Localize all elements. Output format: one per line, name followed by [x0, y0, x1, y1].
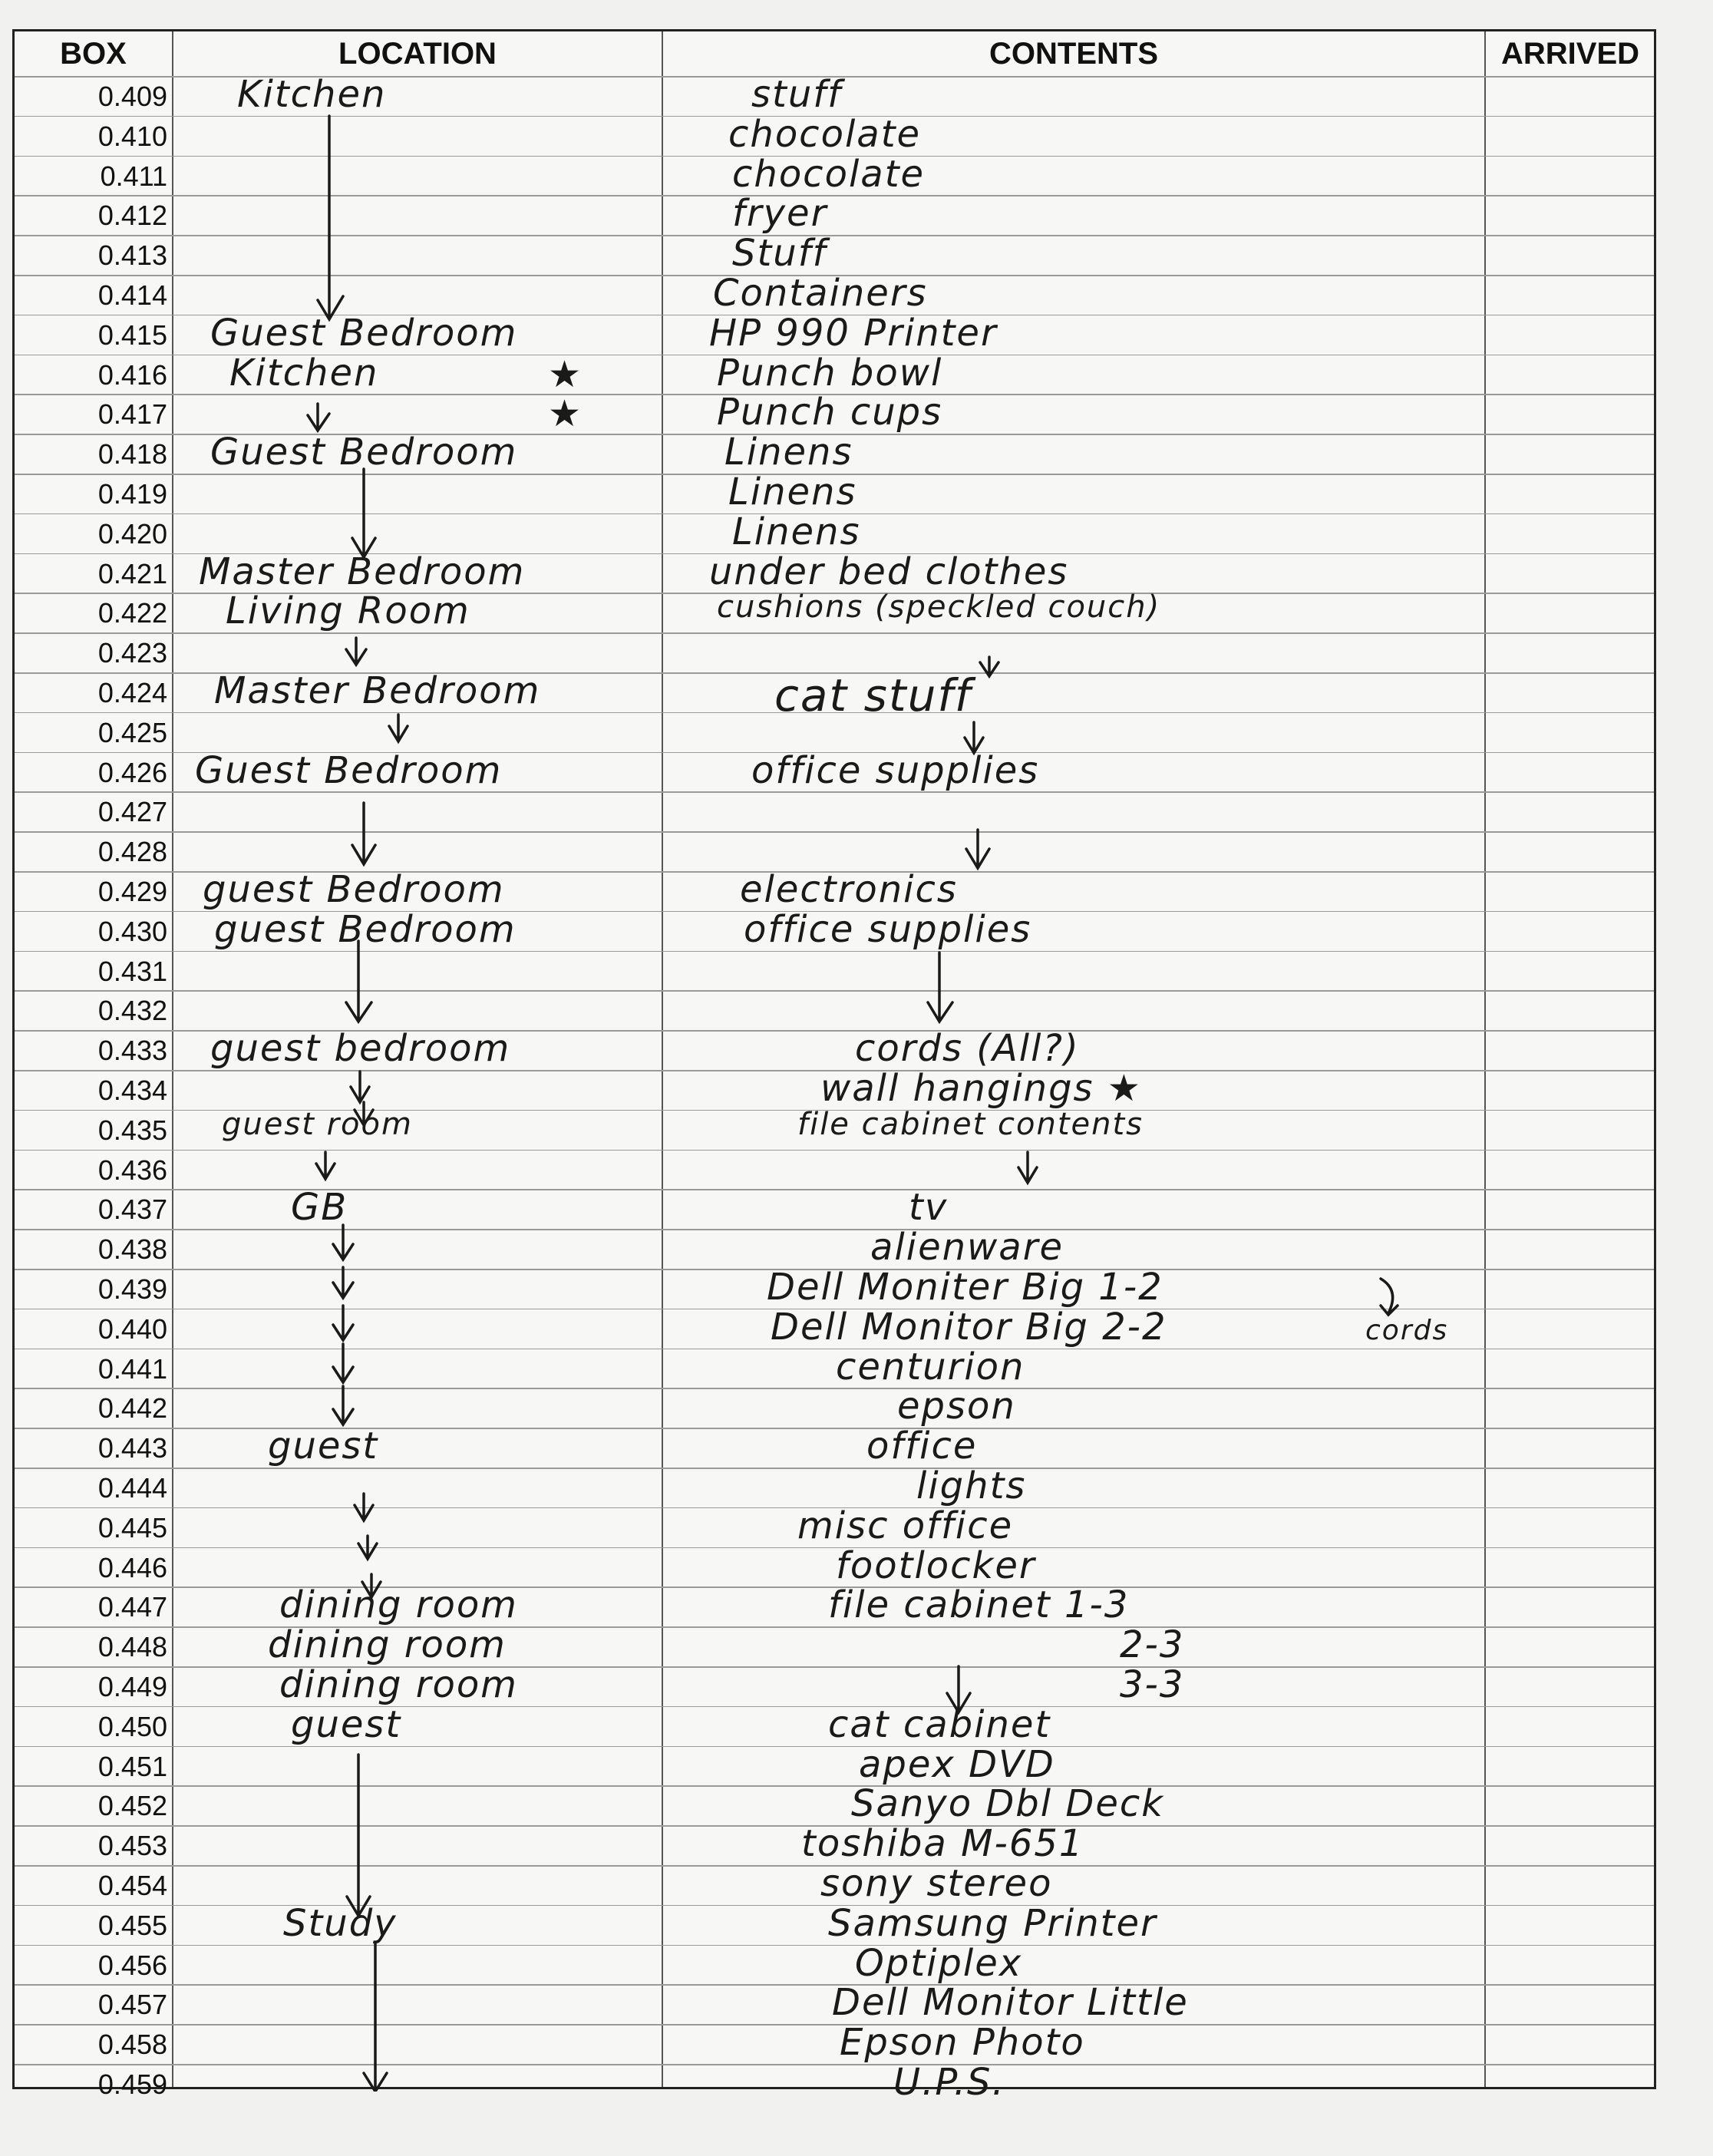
contents-entry: under bed clothes	[709, 550, 1069, 593]
contents-entry: cat stuff	[774, 669, 972, 721]
box-number: 0.424	[97, 677, 167, 708]
contents-entry: footlocker	[836, 1544, 1036, 1587]
contents-entry: Dell Moniter Big 1-2	[767, 1266, 1163, 1309]
box-number: 0.459	[97, 2069, 167, 2100]
continuation-arrows	[15, 31, 1659, 2092]
star-mark: ★	[548, 392, 583, 436]
header-arrived: ARRIVED	[1500, 37, 1640, 71]
contents-entry: Sanyo Dbl Deck	[851, 1782, 1165, 1826]
contents-entry: Dell Monitor Big 2-2	[771, 1305, 1167, 1349]
box-number: 0.455	[97, 1909, 167, 1941]
header-box: BOX	[60, 37, 127, 71]
contents-entry: misc office	[797, 1504, 1014, 1547]
box-number: 0.430	[97, 915, 167, 947]
location-entry: Master Bedroom	[199, 550, 526, 593]
location-entry: Guest Bedroom	[210, 311, 518, 355]
location-entry: guest bedroom	[210, 1027, 511, 1071]
contents-entry: Dell Monitor Little	[832, 1981, 1189, 2025]
box-number: 0.413	[97, 239, 167, 272]
contents-entry: sony stereo	[820, 1862, 1053, 1905]
box-number: 0.428	[97, 836, 167, 868]
box-number: 0.434	[97, 1075, 167, 1106]
location-entry: Guest Bedroom	[195, 748, 503, 792]
contents-entry: office supplies	[751, 748, 1040, 792]
location-entry: Study	[283, 1901, 398, 1945]
contents-entry: alienware	[870, 1226, 1064, 1269]
contents-entry: Linens	[728, 470, 857, 513]
contents-entry: Optiplex	[855, 1941, 1023, 1985]
contents-entry: Containers	[713, 272, 928, 315]
location-entry: guest Bedroom	[214, 907, 517, 951]
box-number: 0.425	[97, 716, 167, 748]
location-entry: guest	[291, 1702, 402, 1746]
location-entry: guest room	[222, 1106, 413, 1142]
box-number: 0.453	[97, 1830, 167, 1862]
contents-entry: file cabinet contents	[797, 1106, 1144, 1142]
box-number: 0.437	[97, 1194, 167, 1226]
box-number: 0.421	[97, 557, 167, 589]
box-number: 0.417	[97, 398, 167, 431]
box-number: 0.432	[97, 995, 167, 1027]
box-number: 0.448	[97, 1631, 167, 1663]
box-number: 0.427	[97, 796, 167, 828]
contents-entry: electronics	[740, 868, 958, 911]
contents-entry: U.P.S.	[893, 2061, 1005, 2104]
box-number: 0.426	[97, 756, 167, 788]
box-number: 0.439	[97, 1273, 167, 1305]
contents-entry: chocolate	[728, 112, 922, 156]
box-number: 0.409	[97, 81, 167, 112]
location-entry: Kitchen	[237, 73, 387, 116]
contents-entry: tv	[909, 1186, 949, 1230]
contents-entry: lights	[916, 1464, 1027, 1507]
box-number: 0.412	[97, 200, 167, 232]
box-number: 0.440	[97, 1312, 167, 1345]
box-number: 0.414	[97, 279, 167, 311]
box-number: 0.423	[97, 637, 167, 669]
contents-entry: 3-3	[1120, 1663, 1185, 1706]
contents-entry: wall hangings ★	[820, 1067, 1142, 1110]
box-number: 0.458	[97, 2029, 167, 2061]
header-contents: CONTENTS	[989, 37, 1158, 71]
star-mark: ★	[548, 352, 583, 396]
box-number: 0.431	[97, 955, 167, 987]
box-number: 0.442	[97, 1392, 167, 1425]
location-entry: Kitchen	[229, 351, 379, 395]
box-number: 0.450	[97, 1710, 167, 1742]
header-location: LOCATION	[338, 37, 497, 71]
location-entry: dining room	[279, 1583, 518, 1627]
box-number: 0.415	[97, 319, 167, 351]
box-number: 0.452	[97, 1790, 167, 1822]
box-number: 0.456	[97, 1949, 167, 1981]
location-entry: Guest Bedroom	[210, 431, 518, 474]
location-entry: Living Room	[226, 589, 470, 633]
location-entry: GB	[291, 1186, 348, 1230]
box-number: 0.418	[97, 438, 167, 470]
location-entry: Master Bedroom	[214, 669, 541, 712]
box-inventory-sheet	[12, 29, 1656, 2104]
box-number: 0.429	[97, 876, 167, 907]
contents-entry: cords (All?)	[855, 1027, 1080, 1071]
box-number: 0.438	[97, 1233, 167, 1266]
box-number: 0.422	[97, 597, 167, 629]
contents-entry: chocolate	[732, 152, 926, 196]
contents-entry: office	[866, 1425, 978, 1468]
box-number: 0.420	[97, 517, 167, 550]
contents-entry: toshiba M-651	[801, 1822, 1084, 1866]
contents-entry: epson	[897, 1385, 1016, 1428]
contents-entry: 2-3	[1120, 1623, 1185, 1667]
box-number: 0.454	[97, 1870, 167, 1901]
box-number: 0.457	[97, 1989, 167, 2021]
box-number: 0.447	[97, 1591, 167, 1623]
box-number: 0.435	[97, 1114, 167, 1146]
contents-entry: fryer	[732, 192, 828, 236]
box-number: 0.443	[97, 1432, 167, 1464]
location-entry: dining room	[279, 1663, 518, 1706]
contents-entry: Punch cups	[717, 391, 943, 434]
contents-entry: cushions (speckled couch)	[717, 589, 1161, 626]
box-number: 0.433	[97, 1035, 167, 1067]
box-number: 0.441	[97, 1352, 167, 1385]
contents-entry: Epson Photo	[840, 2021, 1085, 2065]
location-entry: guest	[268, 1425, 379, 1468]
location-entry: guest Bedroom	[203, 868, 505, 911]
contents-entry: HP 990 Printer	[709, 311, 998, 355]
location-entry: dining room	[268, 1623, 507, 1667]
contents-entry: file cabinet 1-3	[828, 1583, 1130, 1627]
box-number: 0.411	[100, 160, 167, 192]
box-number: 0.419	[97, 478, 167, 510]
contents-entry: Linens	[732, 510, 861, 553]
contents-entry: centurion	[836, 1345, 1025, 1388]
box-number: 0.436	[97, 1154, 167, 1186]
box-number: 0.444	[97, 1472, 167, 1504]
box-number: 0.449	[97, 1671, 167, 1702]
contents-entry: stuff	[751, 73, 843, 116]
box-number: 0.416	[97, 358, 167, 391]
cords-note: cords	[1365, 1315, 1449, 1346]
box-number: 0.445	[97, 1511, 167, 1544]
box-number: 0.446	[97, 1551, 167, 1583]
contents-entry: apex DVD	[859, 1742, 1055, 1786]
box-number: 0.410	[97, 120, 167, 152]
contents-entry: Linens	[724, 431, 853, 474]
box-number: 0.451	[97, 1750, 167, 1782]
contents-entry: Punch bowl	[717, 351, 943, 395]
contents-entry: Stuff	[732, 232, 827, 276]
contents-entry: Samsung Printer	[828, 1901, 1157, 1945]
contents-entry: office supplies	[744, 907, 1032, 951]
contents-entry: cat cabinet	[828, 1702, 1051, 1746]
